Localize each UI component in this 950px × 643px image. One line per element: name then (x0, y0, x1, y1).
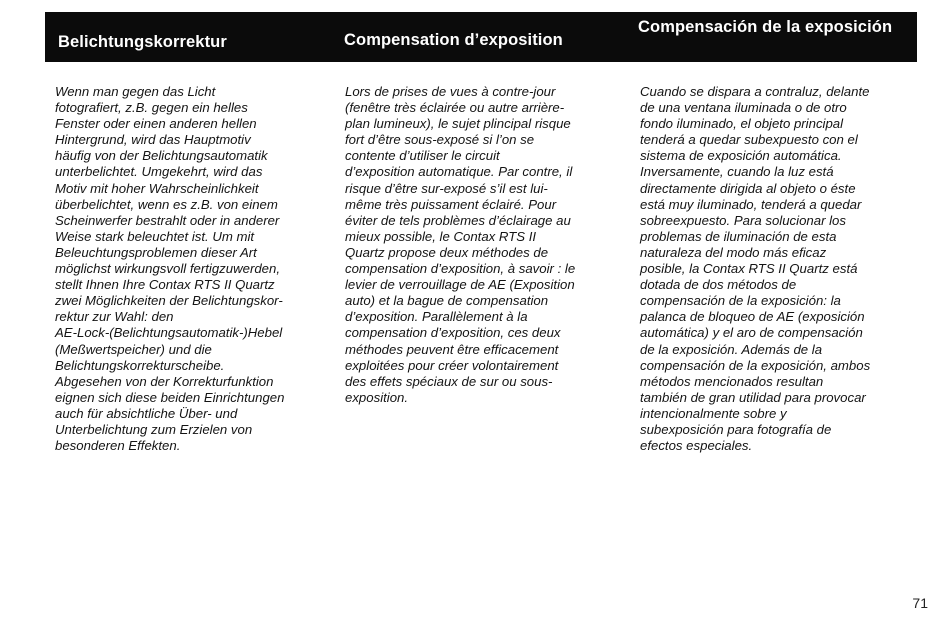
body-text-german: Wenn man gegen das Licht fotografiert, z.B. gegen ein helles Fenster oder einen anderen hellen Hintergrund, wird das Hauptmotiv häufig von der Belichtungsautomatik unterbelichtet. Umgekehrt, wird das Motiv mit hoher Wahrscheinlichkeit überbelichtet, wenn es z.B. von einem Scheinwerfer bestrahlt oder in anderer Weise stark beleuchtet ist. Um mit Beleuchtungsproblemen dieser Art möglichst wirkungsvoll fertigzuwerden, stellt Ihnen Ihre Contax RTS II Quartz zwei Möglichkeiten der Belichtungskor- rektur zur Wahl: den AE-Lock-(Belichtungsautomatik-)Hebel (Meßwertspeicher) und die Belichtungskorrekturscheibe. Abgesehen von der Korrekturfunktion eignen sich diese beiden Einrichtungen auch für absichtliche Über- und Unterbelichtung zum Erzielen von besonderen Effekten. (55, 84, 285, 454)
title-spanish: Compensación de la exposición (638, 18, 893, 36)
body-text-spanish: Cuando se dispara a contraluz, delante de una ventana iluminada o de otro fondo iluminado, el objeto principal tenderá a quedar subexpuesto con el sistema de exposición automática. Inversamente, cuando la luz está directamente dirigida al objeto o éste está muy iluminado, tenderá a quedar sobreexpuesto. Para solucionar los problemas de iluminación de esta naturaleza del modo más eficaz posible, la Contax RTS II Quartz está dotada de dos métodos de compensación de la exposición: la palanca de bloqueo de AE (exposición automática) y el aro de compensación de la exposición. Además de la compensación de la exposición, ambos métodos mencionados resultan también de gran utilidad para provocar intencionalmente sobre y subexposición para fotografía de efectos especiales. (640, 84, 871, 454)
page-number: 71 (912, 595, 928, 611)
body-text-french: Lors de prises de vues à contre-jour (fenêtre très éclairée ou autre arrière- plan lumineux), le sujet plincipal risque fort d’être sous-exposé si l’on se contente d’utiliser le circuit d’exposition automatique. Par contre, il risque d’être sur-exposé s’il est lui- même très puissament éclairé. Pour éviter de tels problèmes d’éclairage au mieux possible, le Contax RTS II Quartz propose deux méthodes de compensation d’exposition, à savoir : le levier de verrouillage de AE (Exposition auto) et la bague de compensation d’exposition. Parallèlement à la compensation d’exposition, ces deux méthodes peuvent être efficacement exploitées pour créer volontairement des effets spéciaux de sur ou sous- exposition. (345, 84, 576, 405)
header-bar (45, 12, 917, 62)
title-german: Belichtungskorrektur (58, 33, 227, 51)
title-french: Compensation d’exposition (344, 31, 563, 49)
